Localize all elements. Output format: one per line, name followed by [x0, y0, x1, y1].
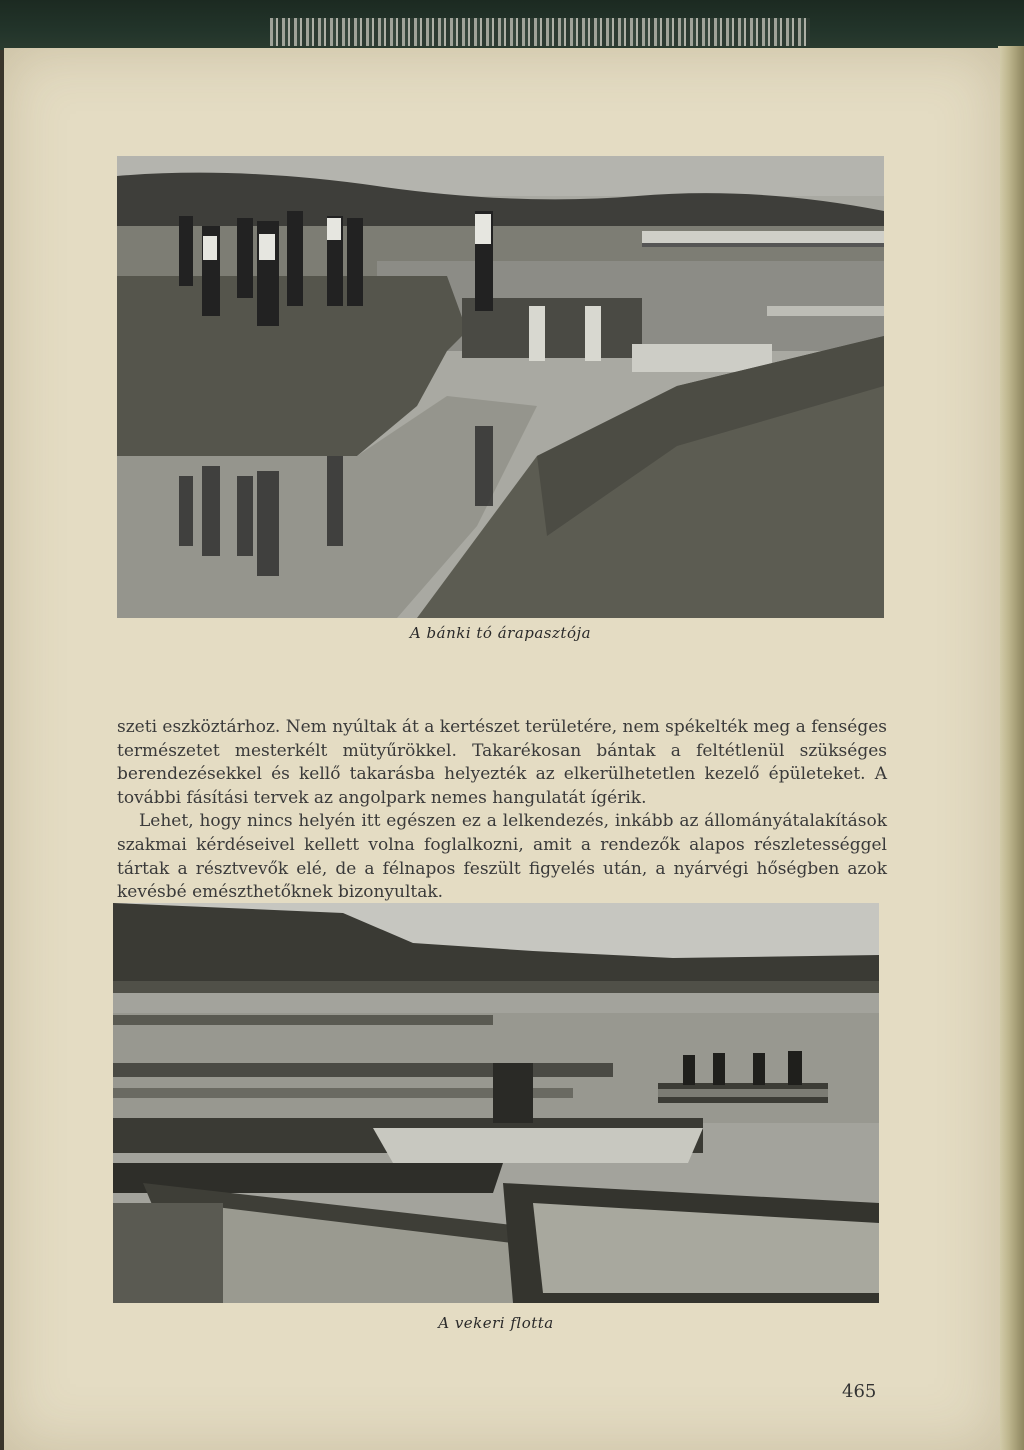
page-number: 465	[842, 1381, 877, 1402]
photo-spillway	[117, 156, 884, 618]
figure-caption: A vekeri flotta	[438, 1314, 554, 1332]
page-edge	[998, 46, 1024, 1450]
figure-caption: A bánki tó árapasztója	[409, 624, 592, 642]
body-text	[117, 716, 887, 905]
photo-spillway-image	[117, 156, 884, 618]
photo-boats	[113, 903, 879, 1303]
binding-texture	[270, 18, 810, 46]
paragraph: Lehet, hogy nincs helyén itt egészen ez a lelkendezés, inkább az állományátalakítások szakmai kérdéseivel kellett volna foglalkozni, amit a rendezők alapos részletességgel tártak a résztvevők elé, de a félnapos feszült figyelés után, a nyárvégi hőségben azok kevésbé emészthetőknek bizonyultak.	[117, 811, 887, 903]
book-page	[4, 48, 1000, 1450]
paragraph: szeti eszköztárhoz. Nem nyúltak át a kertészet területére, nem spékelték meg a fenséges természetet mesterkélt mütyűrökkel. Takarékosan bántak a feltétlenül szükséges berendezésekkel és kellő takarásba helyezték az elkerülhetetlen kezelő épületeket. A további fásítási tervek az angolpark nemes hangulatát ígérik.	[117, 717, 887, 808]
photo-boats-image	[113, 903, 879, 1303]
